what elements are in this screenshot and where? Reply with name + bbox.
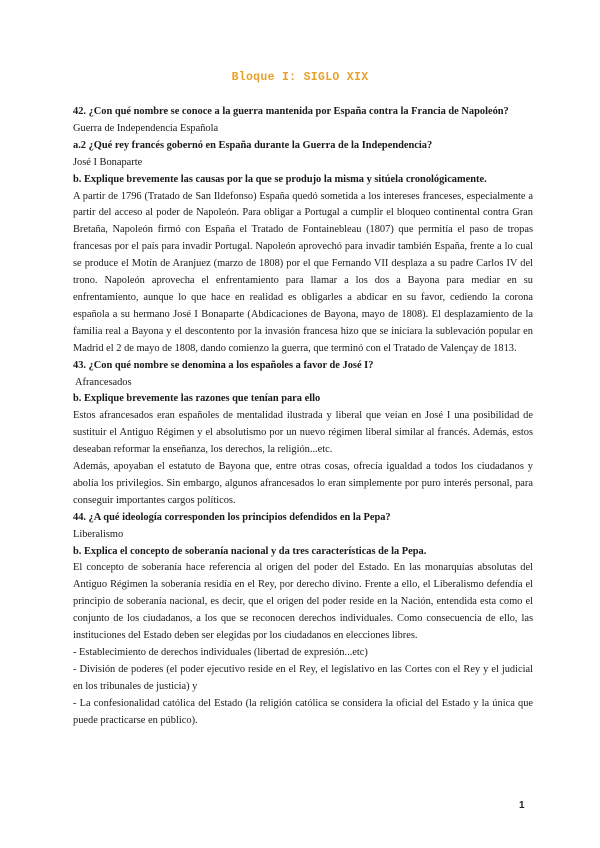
answer-44-b: El concepto de soberanía hace referencia al origen del poder del Estado. En las monarquías absolutas del Antiguo Régimen la soberanía residía en el Rey, por derecho divino. Frente a ello, el Liberalismo defendía el principio de soberanía nacional, es decir, que el origen del poder reside en la Nación, entendida esta como el conjunto de los ciudadanos, a los que se reconocen derechos individuales. Como consecuencia de ello, las instituciones del Estado deben ser elegidas por los ciudadanos en elecciones libres.	[73, 562, 533, 642]
answer-44: Liberalismo	[73, 528, 124, 540]
answer-42: Guerra de Independencia Española	[73, 122, 219, 134]
question-42-a2: a.2 ¿Qué rey francés gobernó en España durante la Guerra de la Independencia?	[73, 139, 433, 151]
answer-43-b-paragraph-2: Además, apoyaban el estatuto de Bayona que, entre otras cosas, ofrecía igualdad a todos los ciudadanos y abolía los privilegios. Sin embargo, algunos afrancesados lo eran simplemente por puro interés personal, para conseguir importantes cargos políticos.	[73, 461, 533, 506]
question-43: 43. ¿Con qué nombre se denomina a los españoles a favor de José I?	[73, 359, 374, 371]
answer-43-b-paragraph-1: Estos afrancesados eran españoles de mentalidad ilustrada y liberal que veían en José I una posibilidad de sustituir el Antiguo Régimen y el absolutismo por un nuevo régimen liberal similar al francés. Además, estos deseaban reformar la enseñanza, los derechos, la religión...etc.	[73, 410, 533, 456]
list-item: - La confesionalidad católica del Estado (la religión católica se considera la oficial del Estado y la única que puede practicarse en público).	[73, 697, 533, 726]
answer-42-b: A partir de 1796 (Tratado de San Ildefonso) España quedó sometida a los intereses franceses, especialmente a partir del acceso al poder de Napoleón. Para obligar a Portugal a cumplir el bloqueo continental contra Gran Bretaña, Napoleón firmó con España el Tratado de Fontainebleau (1807) que permitía el paso de tropas francesas por el país para invadir Portugal. Napoleón aprovechó para invadir también España, frente a lo cual se produce el Motín de Aranjuez (marzo de 1808) por el que Fernando VII desplaza a su padre Carlos IV del trono. Napoleón aprovecha el enfrentamiento para llamar a los dos a Bayona para mediar en su enfrentamiento, aunque lo que hace en realidad es obligarles a abdicar en su favor, cediendo la corona española a su hermano José I Bonaparte (Abdicaciones de Bayona, mayo de 1808). El desplazamiento de la familia real a Bayona y el descontento por la invasión francesa hizo que se iniciara la sublevación popular en Madrid el 2 de mayo de 1808, dando comienzo la guerra, que terminó con el Tratado de Valençay de 1813.	[73, 190, 533, 354]
question-42: 42. ¿Con qué nombre se conoce a la guerra mantenida por España contra la Francia de Napoleón?	[73, 106, 509, 117]
question-44-b: b. Explica el concepto de soberanía nacional y da tres características de la Pepa.	[73, 545, 427, 557]
answer-43: Afrancesados	[75, 376, 132, 388]
list-item: - Establecimiento de derechos individuales (libertad de expresión...etc)	[73, 647, 368, 658]
page-number: 1	[519, 800, 525, 811]
page-title: Bloque I: SIGLO XIX	[231, 71, 369, 84]
answer-42-a2: José I Bonaparte	[73, 156, 143, 168]
list-item: - División de poderes (el poder ejecutivo reside en el Rey, el legislativo en las Cortes con el Rey y el judicial en los tribunales de justicia) y	[73, 663, 533, 692]
document-body	[73, 104, 533, 730]
question-42-b: b. Explique brevemente las causas por la que se produjo la misma y sitúela cronológicamente.	[73, 173, 487, 185]
question-43-b: b. Explique brevemente las razones que tenían para ello	[73, 393, 321, 405]
question-44: 44. ¿A qué ideología corresponden los principios defendidos en la Pepa?	[73, 511, 391, 523]
